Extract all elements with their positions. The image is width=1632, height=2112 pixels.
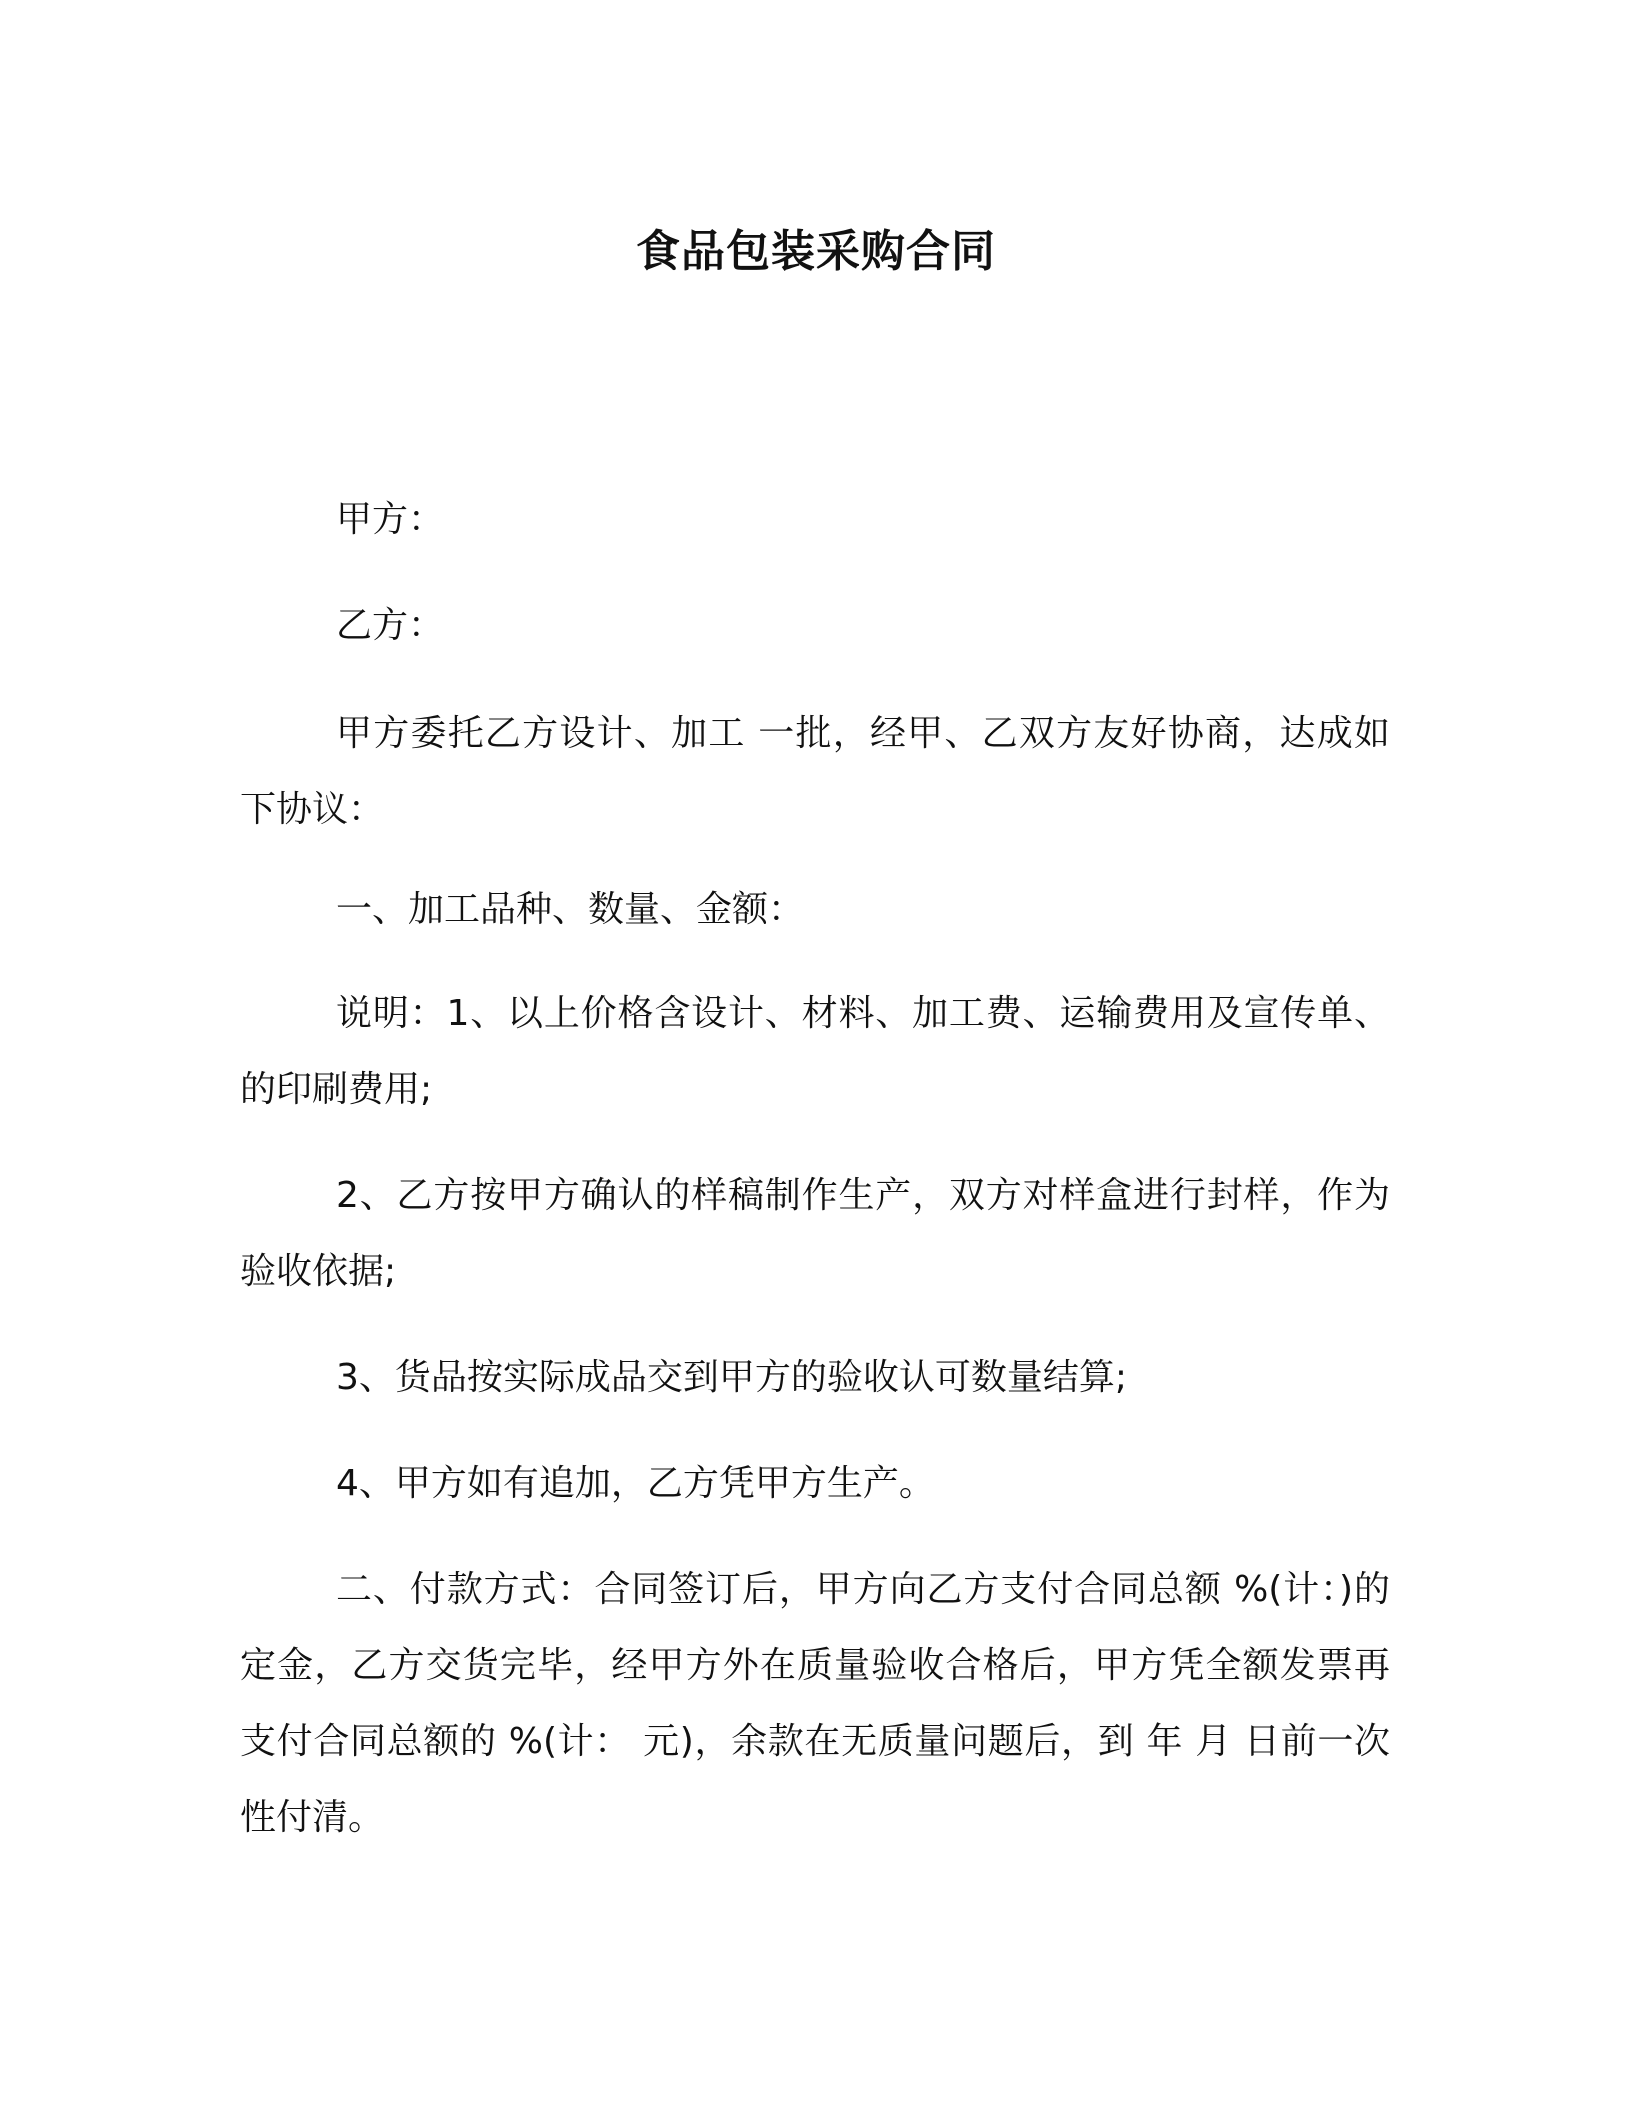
section-2-payment-paragraph: 二、付款方式：合同签订后，甲方向乙方支付合同总额 %(计：)的定金，乙方交货完毕，经甲方外在质量验收合格后，甲方凭全额发票再支付合同总额的 %(计： 元)，余款在无质量问题后，到 年 月 日前一次性付清。 [240, 1569, 1390, 1838]
document-title: 食品包装采购合同 [636, 226, 996, 277]
note-2-paragraph: 2、乙方按甲方确认的样稿制作生产，双方对样盒进行封样，作为验收依据; [240, 1175, 1390, 1292]
note-3-paragraph: 3、货品按实际成品交到甲方的验收认可数量结算; [336, 1357, 1128, 1398]
intro-paragraph: 甲方委托乙方设计、加工 一批，经甲、乙双方友好协商，达成如下协议： [240, 713, 1390, 830]
party-a-line: 甲方： [336, 499, 445, 540]
party-b-line: 乙方： [336, 605, 445, 646]
section-1-heading: 一、加工品种、数量、金额： [336, 889, 805, 930]
note-1-paragraph: 说明：1、以上价格含设计、材料、加工费、运输费用及宣传单、的印刷费用; [240, 993, 1390, 1110]
note-4-paragraph: 4、甲方如有追加，乙方凭甲方生产。 [336, 1463, 935, 1504]
